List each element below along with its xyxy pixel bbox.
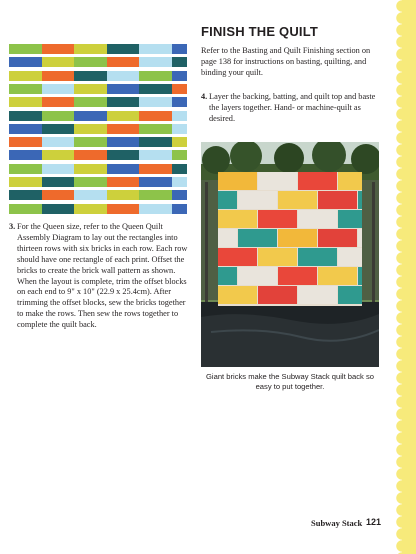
- diagram-brick: [9, 97, 42, 107]
- diagram-brick: [139, 150, 172, 160]
- diagram-brick: [74, 57, 107, 67]
- diagram-brick: [172, 150, 188, 160]
- diagram-brick: [74, 97, 107, 107]
- quilt-photo-brick: [318, 229, 357, 247]
- quilt-photo-brick: [218, 229, 237, 247]
- diagram-brick: [74, 177, 107, 187]
- diagram-brick: [107, 44, 140, 54]
- diagram-brick: [9, 150, 42, 160]
- diagram-brick: [74, 204, 107, 214]
- diagram-row: [9, 150, 187, 160]
- diagram-brick: [139, 84, 172, 94]
- step-4-text: Layer the backing, batting, and quilt top and baste the layers together. Hand- or machine-quilt as desired.: [209, 92, 376, 123]
- quilt-photo-brick: [218, 210, 257, 228]
- queen-quilt-assembly-diagram: [9, 44, 187, 216]
- diagram-row: [9, 97, 187, 107]
- diagram-row: [9, 164, 187, 174]
- quilt-photo-brick: [298, 210, 337, 228]
- diagram-row: [9, 204, 187, 214]
- diagram-brick: [107, 84, 140, 94]
- diagram-brick: [172, 177, 188, 187]
- step-3-instructions: [9, 222, 189, 331]
- diagram-brick: [172, 124, 188, 134]
- quilt-photo-brick: [338, 286, 362, 304]
- quilt-photo-brick: [218, 267, 237, 285]
- quilt-photo-brick: [298, 248, 337, 266]
- diagram-brick: [9, 164, 42, 174]
- diagram-brick: [9, 124, 42, 134]
- diagram-brick: [139, 57, 172, 67]
- diagram-brick: [107, 71, 140, 81]
- quilt-photo-brick: [238, 191, 277, 209]
- diagram-row: [9, 57, 187, 67]
- step-4-number: 4.: [201, 92, 208, 101]
- diagram-brick: [107, 190, 140, 200]
- diagram-brick: [107, 97, 140, 107]
- quilt-photo-brick: [318, 267, 357, 285]
- diagram-brick: [9, 177, 42, 187]
- quilt-photo-brick: [318, 191, 357, 209]
- quilt-photo-brick: [218, 191, 237, 209]
- quilt-photo-brick: [218, 248, 257, 266]
- diagram-brick: [107, 150, 140, 160]
- diagram-brick: [107, 204, 140, 214]
- diagram-brick: [74, 71, 107, 81]
- quilt-photo-brick: [358, 191, 362, 209]
- quilt-photo-brick: [218, 286, 257, 304]
- diagram-brick: [139, 111, 172, 121]
- diagram-brick: [107, 111, 140, 121]
- diagram-brick: [42, 204, 75, 214]
- diagram-brick: [172, 164, 188, 174]
- diagram-brick: [42, 137, 75, 147]
- quilt-photo-brick: [358, 229, 362, 247]
- diagram-brick: [9, 204, 42, 214]
- diagram-brick: [172, 97, 188, 107]
- diagram-brick: [9, 57, 42, 67]
- diagram-brick: [172, 84, 188, 94]
- diagram-brick: [172, 137, 188, 147]
- quilt-photo-brick: [278, 229, 317, 247]
- diagram-brick: [107, 57, 140, 67]
- quilt-photo-brick: [278, 191, 317, 209]
- diagram-brick: [42, 84, 75, 94]
- diagram-brick: [172, 44, 188, 54]
- diagram-brick: [9, 137, 42, 147]
- diagram-brick: [9, 111, 42, 121]
- diagram-brick: [107, 177, 140, 187]
- diagram-brick: [139, 124, 172, 134]
- diagram-row: [9, 190, 187, 200]
- diagram-brick: [42, 150, 75, 160]
- diagram-brick: [139, 71, 172, 81]
- diagram-row: [9, 177, 187, 187]
- diagram-brick: [42, 177, 75, 187]
- diagram-brick: [42, 44, 75, 54]
- quilt-photo-brick: [338, 210, 362, 228]
- diagram-brick: [74, 150, 107, 160]
- diagram-brick: [172, 57, 188, 67]
- quilt-photo-brick: [298, 172, 337, 190]
- diagram-brick: [42, 97, 75, 107]
- diagram-brick: [42, 164, 75, 174]
- diagram-brick: [42, 111, 75, 121]
- diagram-row: [9, 44, 187, 54]
- photo-caption: Giant bricks make the Subway Stack quilt back so easy to put together.: [206, 372, 374, 391]
- diagram-brick: [139, 137, 172, 147]
- diagram-brick: [74, 137, 107, 147]
- step-3-text: For the Queen size, refer to the Queen Quilt Assembly Diagram to lay out the rectangles into thirteen rows with six bricks in each row. Each row should have one rectangle of each print. Offset the bricks to create the brick wall pattern as shown. When the layout is complete, trim the offset blocks on each end to 9" x 10" (22.9 x 25.4cm). After trimming the offset blocks, sew the bricks together to make the rows. Then sew the rows together to complete the quilt back.: [17, 222, 188, 330]
- diagram-brick: [172, 71, 188, 81]
- diagram-brick: [107, 124, 140, 134]
- diagram-brick: [9, 84, 42, 94]
- section-heading: FINISH THE QUILT: [201, 24, 319, 39]
- diagram-brick: [9, 190, 42, 200]
- diagram-brick: [42, 57, 75, 67]
- quilt-photo-brick: [338, 248, 362, 266]
- quilt-photo-brick: [278, 267, 317, 285]
- step-3-number: 3.: [9, 222, 16, 231]
- finishing-intro-paragraph: Refer to the Basting and Quilt Finishing section on page 138 for instructions on basting, quilting, and binding your quilt.: [201, 46, 371, 77]
- diagram-brick: [172, 111, 188, 121]
- diagram-row: [9, 124, 187, 134]
- diagram-brick: [139, 190, 172, 200]
- quilt-photo-brick: [298, 286, 337, 304]
- quilt-photo-brick: [258, 210, 297, 228]
- footer-chapter-title: Subway Stack: [311, 518, 363, 528]
- diagram-brick: [107, 137, 140, 147]
- quilt-photo-brick: [338, 172, 362, 190]
- diagram-brick: [74, 190, 107, 200]
- diagram-brick: [139, 204, 172, 214]
- diagram-brick: [139, 97, 172, 107]
- quilt-photo-illustration: [201, 142, 379, 367]
- diagram-brick: [172, 204, 188, 214]
- footer-page-number: 121: [366, 517, 382, 527]
- diagram-brick: [74, 44, 107, 54]
- diagram-brick: [107, 164, 140, 174]
- quilt-photo-brick: [358, 267, 362, 285]
- diagram-brick: [42, 190, 75, 200]
- diagram-row: [9, 71, 187, 81]
- diagram-brick: [139, 44, 172, 54]
- diagram-brick: [139, 177, 172, 187]
- diagram-brick: [74, 84, 107, 94]
- quilt-photo-brick: [238, 229, 277, 247]
- quilt-photo-brick: [258, 286, 297, 304]
- diagram-brick: [139, 164, 172, 174]
- quilt-photo-brick: [218, 172, 257, 190]
- diagram-row: [9, 137, 187, 147]
- diagram-brick: [74, 111, 107, 121]
- quilt-photo-brick: [258, 248, 297, 266]
- diagram-brick: [9, 44, 42, 54]
- quilt-photo: [201, 142, 379, 367]
- diagram-row: [9, 111, 187, 121]
- diagram-row: [9, 84, 187, 94]
- quilt-photo-brick: [258, 172, 297, 190]
- quilt-photo-brick: [238, 267, 277, 285]
- diagram-brick: [42, 124, 75, 134]
- diagram-brick: [9, 71, 42, 81]
- step-4-instructions: [201, 91, 381, 124]
- diagram-brick: [74, 124, 107, 134]
- diagram-brick: [172, 190, 188, 200]
- diagram-brick: [42, 71, 75, 81]
- scalloped-page-edge: [402, 0, 416, 554]
- diagram-brick: [74, 164, 107, 174]
